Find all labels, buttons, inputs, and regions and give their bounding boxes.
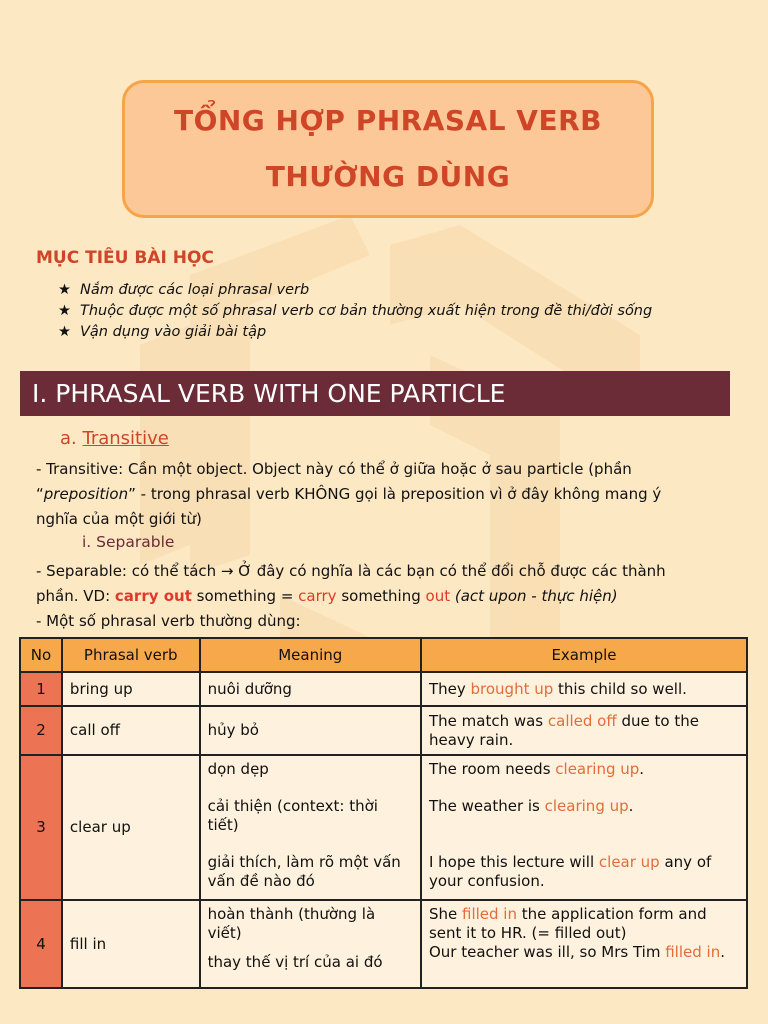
list-item: ★ Thuộc được một số phrasal verb cơ bản thường xuất hiện trong đề thi/đời sống	[58, 301, 652, 322]
section-title: I. PHRASAL VERB WITH ONE PARTICLE	[20, 371, 730, 416]
subsection-transitive: a. Transitive	[60, 428, 169, 449]
table-header-row	[20, 638, 747, 672]
table-row: 4 fill in hoàn thành (thường là viết) thay thế vị trí của ai đó She filled in the application form and sent it to HR. (= filled out) Our teacher was ill, so Mrs Tim filled in.	[20, 900, 747, 988]
page-title-line-2: THƯỜNG DÙNG	[265, 160, 511, 193]
page-title-line-1: TỔNG HỢP PHRASAL VERB	[173, 104, 603, 137]
table-row: 3 clear up dọn dẹp cải thiện (context: thời tiết) giải thích, làm rõ một vấn vấn đề nào đó The room needs clearing up. The weather is clearing up. I hope this lecture will clear up any of your confusion.	[20, 755, 747, 900]
star-icon: ★	[58, 303, 71, 319]
list-item: ★ Nắm được các loại phrasal verb	[58, 280, 652, 301]
separable-definition: - Separable: có thể tách → Ở đây có nghĩa là các bạn có thể đổi chỗ được các thành phần. VD: carry out something = carry something out (act upon - thực hiện) - Một số phrasal verb thường dùng:	[36, 562, 666, 630]
header-example: Example	[421, 638, 747, 672]
phrasal-verb-table	[19, 637, 748, 989]
header-meaning: Meaning	[200, 638, 421, 672]
table-row: 1 bring up nuôi dưỡng They brought up this child so well.	[20, 672, 747, 706]
header-no: No	[20, 638, 62, 672]
title-box	[122, 80, 654, 218]
goals-list	[58, 280, 652, 343]
header-verb: Phrasal verb	[62, 638, 200, 672]
table-row: 2 call off hủy bỏ The match was called off due to the heavy rain.	[20, 706, 747, 755]
star-icon: ★	[58, 324, 71, 340]
goals-heading: MỤC TIÊU BÀI HỌC	[36, 248, 214, 268]
star-icon: ★	[58, 282, 71, 298]
list-item: ★ Vận dụng vào giải bài tập	[58, 322, 652, 343]
subsection-separable: i. Separable	[82, 533, 175, 551]
transitive-definition: - Transitive: Cần một object. Object này có thể ở giữa hoặc ở sau particle (phần “preposition” - trong phrasal verb KHÔNG gọi là preposition vì ở đây không mang ý nghĩa của một giới từ)	[36, 460, 662, 528]
